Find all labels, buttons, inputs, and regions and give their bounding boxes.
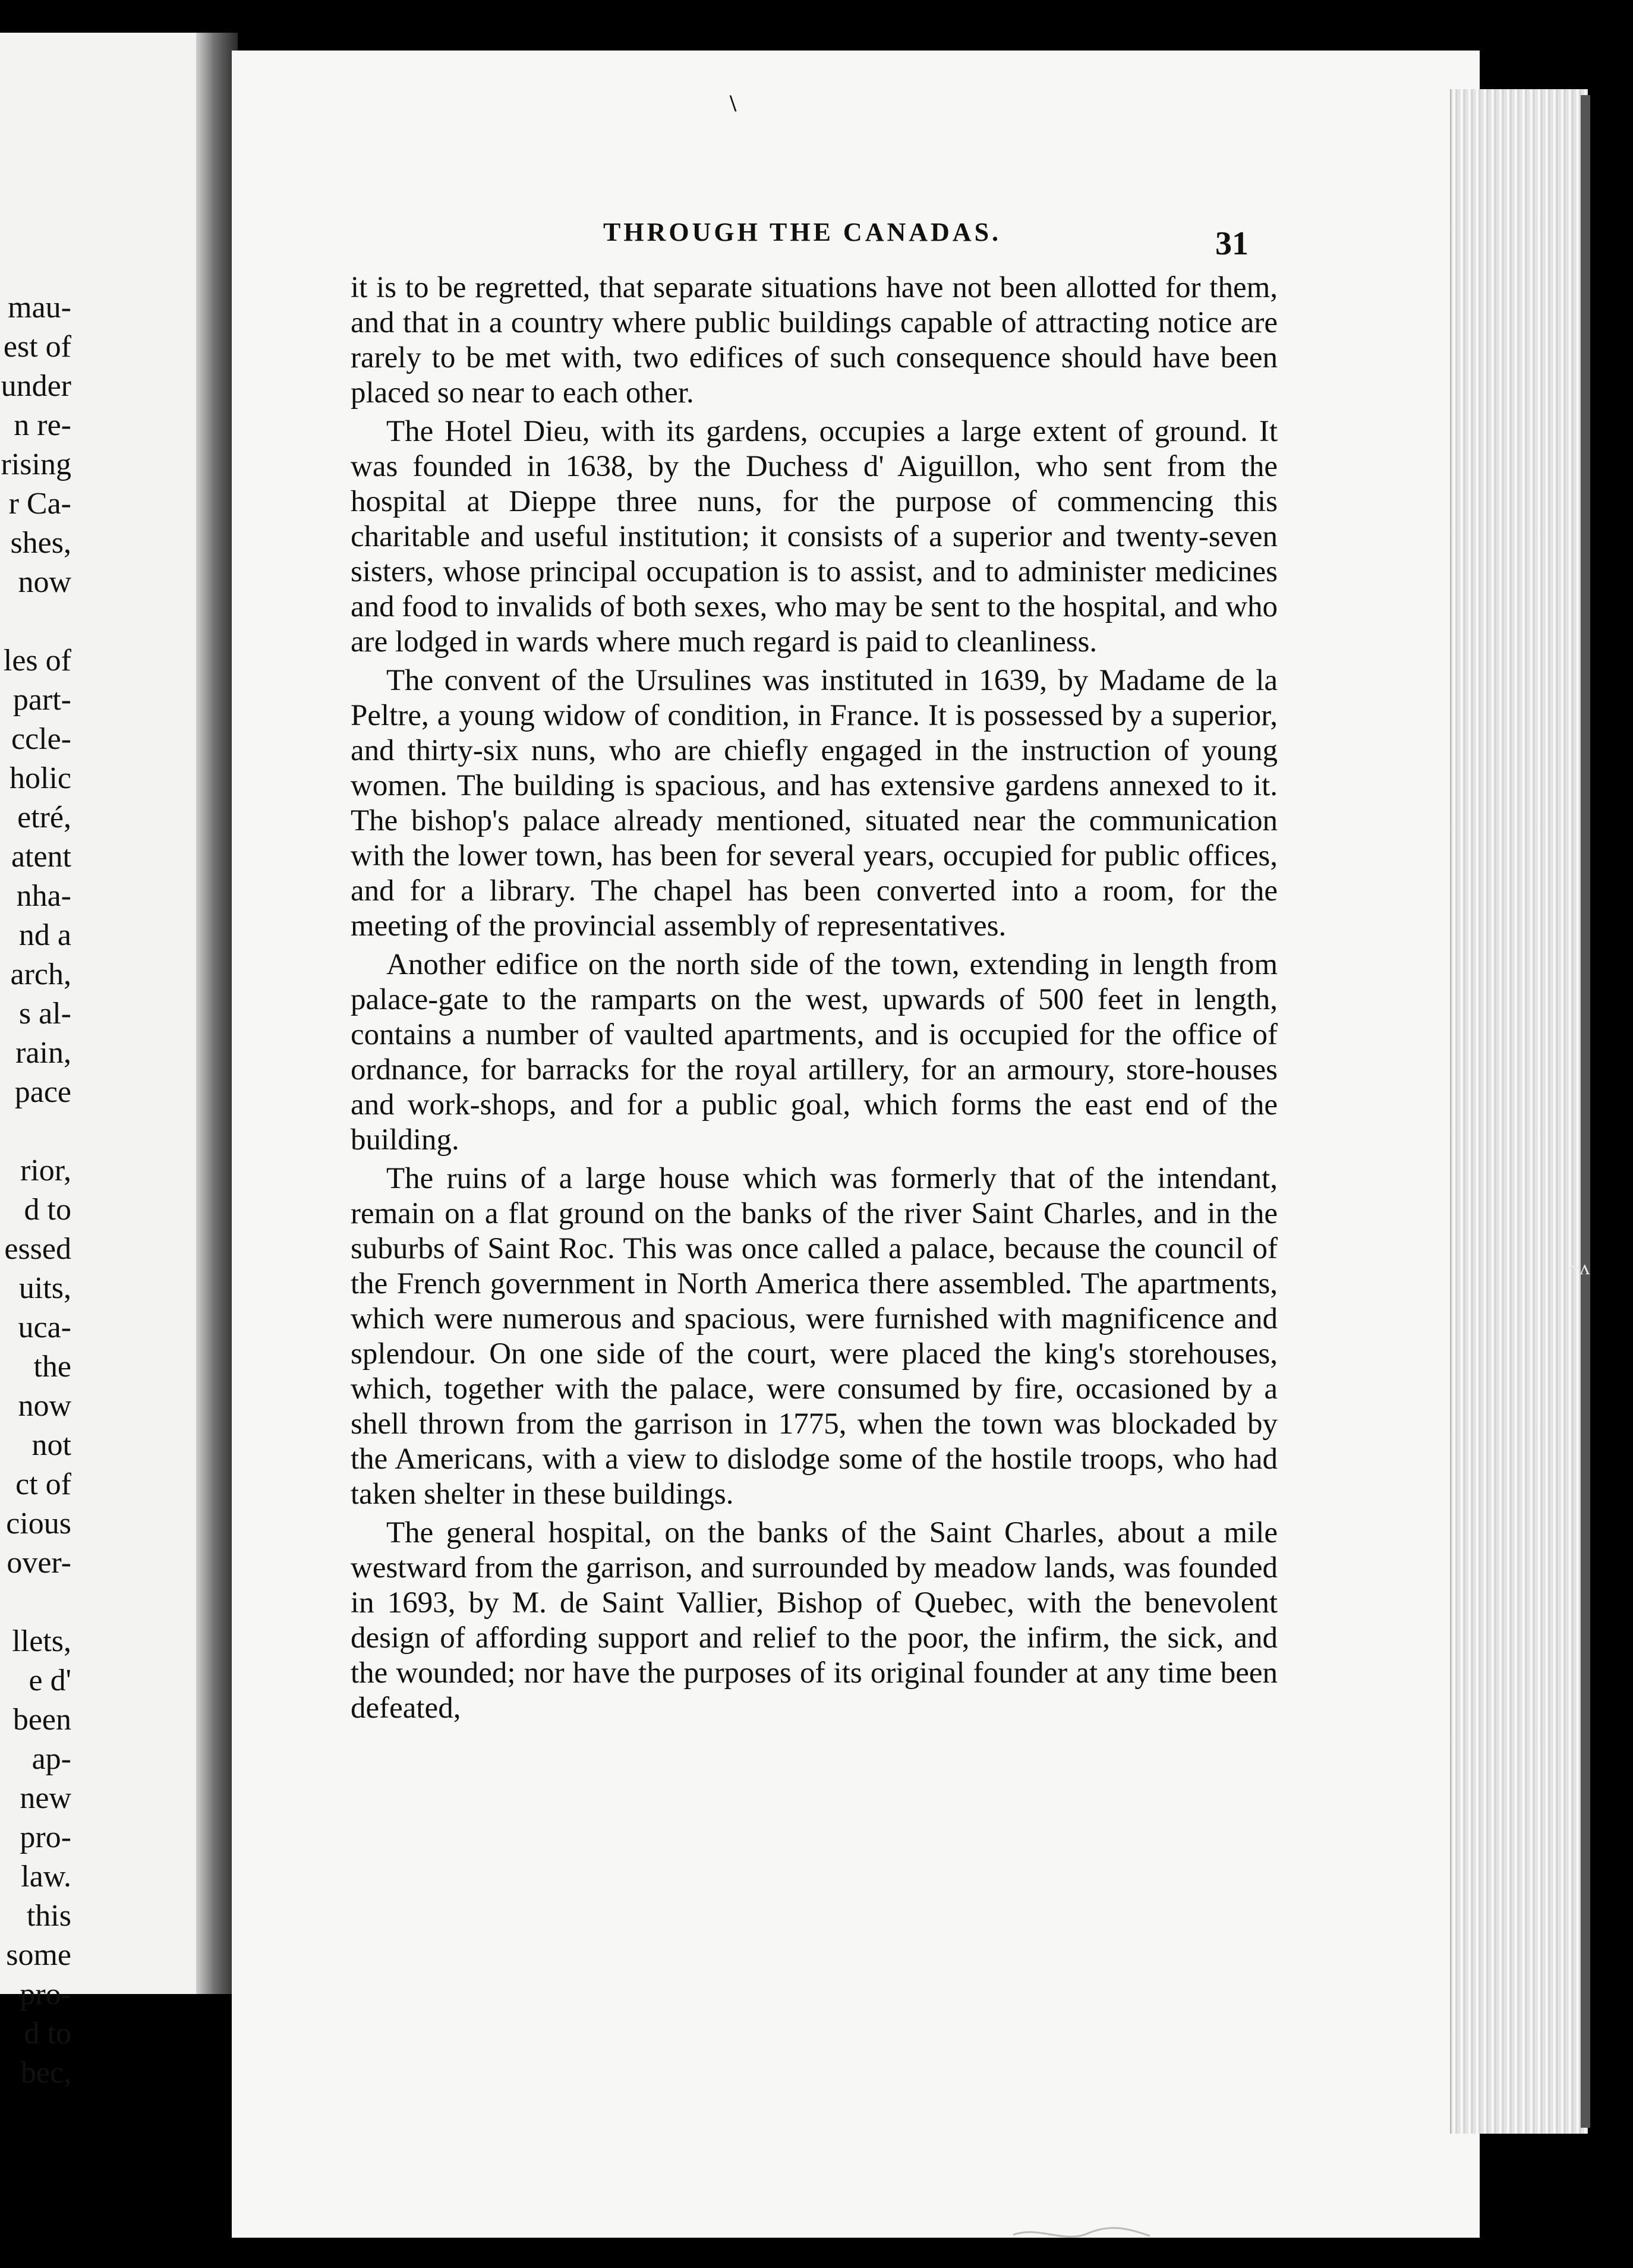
left-page-fragment: under <box>1 369 71 403</box>
paragraph: The general hospital, on the banks of the Saint Charles, about a mile westward from the garrison, and surrounded by meadow lands, was founded in 1693, by M. de Saint Vallier, Bishop of Quebec, with the benevolent design of affording support and relief to the poor, the infirm, the sick, and the wounded; nor have the purposes of its original founder at any time been defeated, <box>351 1516 1278 1725</box>
left-page-fragment: arch, <box>10 957 71 991</box>
bottom-ink-curl <box>1010 2223 1153 2247</box>
top-ink-mark: \ <box>730 90 737 116</box>
left-page-text-fragments <box>0 288 71 2093</box>
left-page-fragment: rior, <box>20 1154 71 1187</box>
left-page-fragment: llets, <box>12 1624 71 1658</box>
left-page-fragment: nd a <box>18 918 71 952</box>
left-page-fragment: pro- <box>20 1977 71 2011</box>
left-page-fragment: part- <box>12 683 71 717</box>
left-page-fragment: r Ca- <box>8 487 71 521</box>
running-head: THROUGH THE CANADAS. <box>603 218 1002 247</box>
left-page-fragment: etré, <box>17 801 71 834</box>
page-edges-shadow <box>1581 95 1590 2128</box>
left-page-fragment <box>0 1112 71 1151</box>
left-page-fragment: d to <box>24 1193 71 1227</box>
paragraph: The Hotel Dieu, with its gardens, occupies a large extent of ground. It was founded in 1638, by the Duchess d' Aiguillon, who sent from the hospital at Dieppe three nuns, for the purpose of commencing this charitable and useful institution; it consists of a superior and twenty-seven sisters, whose principal occupation is to assist, and to administer medicines and food to invalids of both sexes, who may be sent to the hospital, and who are lodged in wards where much regard is paid to cleanliness. <box>351 415 1278 659</box>
left-page-fragment: mau- <box>8 291 71 325</box>
left-page-fragment: now <box>18 565 71 599</box>
left-page-fragment: bec, <box>20 2056 71 2090</box>
left-page-fragment: les of <box>3 644 71 678</box>
paragraph: it is to be regretted, that separate situations have not been allotted for them, and that in a country where public buildings capable of attracting notice are rarely to be met with, two edifices of such consequence should have been placed so near to each other. <box>351 271 1278 410</box>
left-page-fragment: s al- <box>18 997 71 1031</box>
paragraph: The ruins of a large house which was formerly that of the intendant, remain on a flat ground on the banks of the river Saint Charles, and in the suburbs of Saint Roc. This was once called a palace, because the council of the French government in North America there assembled. The apartments, which were numerous and spacious, were furnished with magnificence and splendour. On one side of the court, were placed the king's storehouses, which, together with the palace, were consumed by fire, occasioned by a shell thrown from the garrison in 1775, when the town was blockaded by the Americans, with a view to dislodge some of the hostile troops, who had taken shelter in these buildings. <box>351 1162 1278 1511</box>
left-page-fragment: holic <box>10 761 71 795</box>
page-number: 31 <box>1215 225 1249 262</box>
left-page-fragment: e d' <box>29 1664 71 1697</box>
left-page-fragment: d to <box>24 2017 71 2050</box>
left-page-fragment: over- <box>7 1546 71 1580</box>
left-page-fragment: the <box>33 1350 71 1384</box>
left-page-fragment: nha- <box>16 879 71 913</box>
left-page-fragment: shes, <box>10 526 71 560</box>
left-page-fragment: some <box>6 1938 71 1972</box>
left-page-fragment: this <box>26 1899 71 1933</box>
left-page-fragment: ct of <box>15 1467 71 1501</box>
paragraph: Another edifice on the north side of the town, extending in length from palace-gate to the ramparts on the west, upwards of 500 feet in length, contains a number of vaulted apartments, and is occupied for the office of ordnance, for barracks for the royal artillery, for an armoury, store-houses and work-shops, and for a public goal, which forms the east end of the building. <box>351 948 1278 1157</box>
left-page-fragment: pace <box>14 1075 71 1109</box>
left-page-fragment: law. <box>21 1860 71 1894</box>
left-page-fragment: pro- <box>20 1820 71 1854</box>
body-text <box>351 270 1278 1726</box>
left-page-fragment: n re- <box>14 408 71 442</box>
left-page-fragment <box>0 602 71 641</box>
left-page-fragment: not <box>31 1428 71 1462</box>
left-page-fragment: uca- <box>18 1311 71 1344</box>
left-page-fragment: uits, <box>18 1271 71 1305</box>
left-page-fragment: essed <box>4 1232 71 1266</box>
left-page-fragment: atent <box>11 840 71 874</box>
left-page-fragment: ccle- <box>11 722 71 756</box>
left-page-fragment: rain, <box>15 1036 71 1070</box>
left-page-fragment: now <box>18 1389 71 1423</box>
page-edges <box>1450 89 1588 2134</box>
left-page-fragment: cious <box>6 1507 71 1541</box>
margin-ink-mark: ~ʌ <box>1569 1257 1590 1279</box>
left-page-fragment <box>0 1583 71 1622</box>
left-page-fragment: been <box>12 1703 71 1737</box>
left-page-fragment: new <box>20 1781 71 1815</box>
left-page-fragment: ap- <box>31 1742 71 1776</box>
paragraph: The convent of the Ursulines was instituted in 1639, by Madame de la Peltre, a young widow of condition, in France. It is possessed by a superior, and thirty-six nuns, who are chiefly engaged in the instruction of young women. The building is spacious, and has extensive gardens annexed to it. The bishop's palace already mentioned, situated near the communication with the lower town, has been for several years, occupied for public offices, and for a library. The chapel has been converted into a room, for the meeting of the provincial assembly of representatives. <box>351 664 1278 943</box>
left-page-fragment: rising <box>1 448 71 481</box>
left-page-fragment: est of <box>3 330 71 364</box>
